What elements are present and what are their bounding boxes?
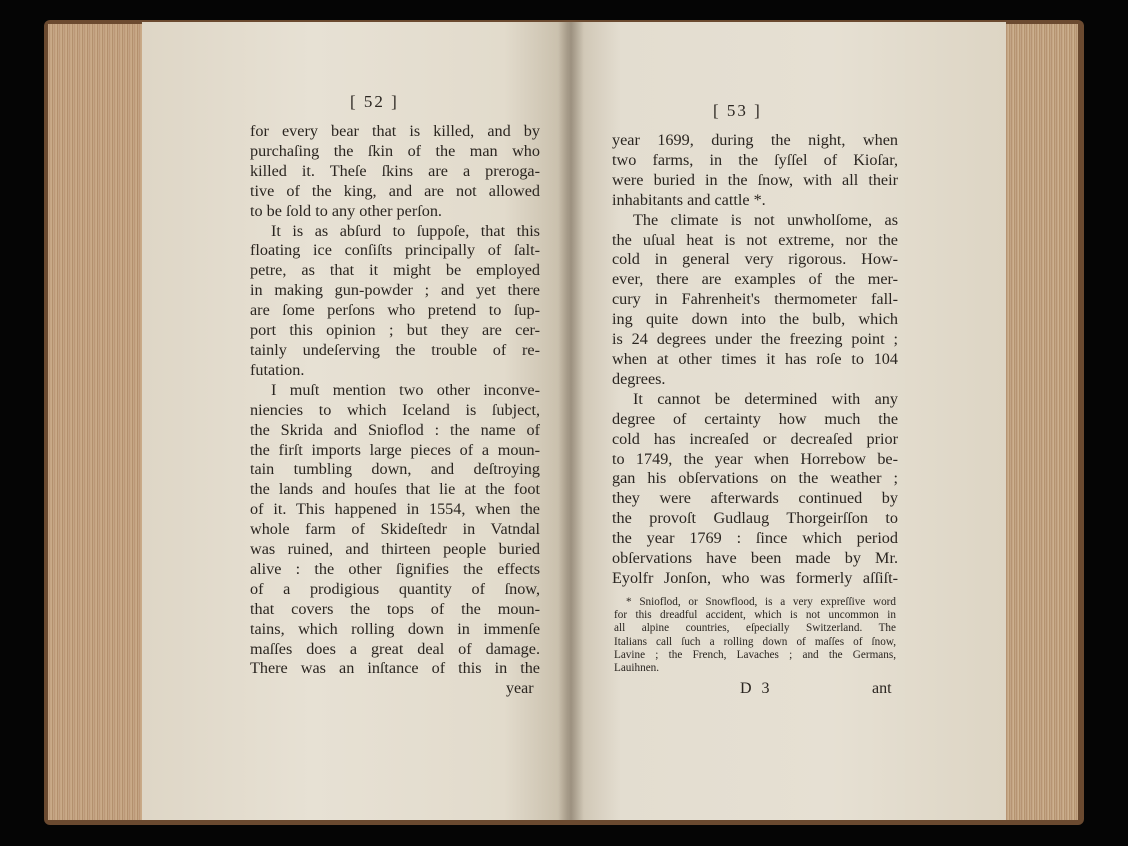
- text-line: tains, which rolling down in immenſe: [250, 619, 540, 638]
- text-line: port this opinion ; but they are cer-: [250, 321, 540, 340]
- text-line: I muſt mention two other inconve-: [271, 380, 540, 399]
- text-line: the firſt imports large pieces of a moun-: [250, 440, 540, 459]
- left-page-edges: [48, 24, 144, 820]
- text-line: Eyolfr Jonſon, who was formerly aſſiſt-: [612, 568, 898, 587]
- text-line: that covers the tops of the moun-: [250, 599, 540, 618]
- text-line: was ruined, and thirteen people buried: [250, 540, 540, 559]
- text-line: the lands and houſes that lie at the foot: [250, 480, 540, 499]
- text-line: they were afterwards continued by: [612, 489, 898, 508]
- text-line: purchaſing the ſkin of the man who: [250, 141, 540, 160]
- text-line: were buried in the ſnow, with all their: [612, 170, 898, 189]
- text-line: when at other times it has roſe to 104: [612, 349, 898, 368]
- text-line: tain tumbling down, and deſtroying: [250, 460, 540, 479]
- text-line: inhabitants and cattle *.: [612, 190, 766, 209]
- text-line: tainly undeſerving the trouble of re-: [250, 340, 540, 359]
- text-line: ever, there are examples of the mer-: [612, 270, 898, 289]
- left-page-number: [ 52 ]: [350, 92, 399, 111]
- text-line: degrees.: [612, 369, 666, 388]
- text-line: It is as abſurd to ſuppoſe, that this: [271, 221, 540, 240]
- left-page-text: [250, 122, 540, 679]
- text-line: It cannot be determined with any: [633, 389, 898, 408]
- text-line: The climate is not unwholſome, as: [633, 210, 898, 229]
- text-line: floating ice conſiſts principally of ſalt-: [250, 241, 540, 260]
- text-line: cold in general very rigorous. How-: [612, 250, 898, 269]
- text-line: to be ſold to any other perſon.: [250, 201, 442, 220]
- text-line: ing quite down into the bulb, which: [612, 310, 898, 329]
- book-gutter: [558, 22, 584, 820]
- text-line: obſervations have been made by Mr.: [612, 549, 898, 568]
- text-line: maſſes does a great deal of damage.: [250, 639, 540, 658]
- signature-mark: D 3: [740, 680, 773, 697]
- text-line: futation.: [250, 360, 305, 379]
- text-line: cury in Fahrenheit's thermometer fall-: [612, 290, 898, 309]
- left-catchword: year: [506, 680, 534, 697]
- text-line: tive of the king, and are not allowed: [250, 181, 540, 200]
- text-line: the Skrida and Snioflod : the name of: [250, 420, 540, 439]
- right-page-edges: [1000, 24, 1078, 820]
- text-line: the uſual heat is not extreme, nor the: [612, 230, 898, 249]
- footnote-line: Lauihnen.: [614, 662, 660, 675]
- text-line: two farms, in the ſyſſel of Kioſar,: [612, 150, 898, 169]
- footnote-line: for this dreadful accident, which is not uncommon in: [614, 609, 896, 622]
- text-line: in making gun-powder ; and yet there: [250, 281, 540, 300]
- text-line: There was an inſtance of this in the: [250, 659, 540, 678]
- text-line: is 24 degrees under the freezing point ;: [612, 330, 898, 349]
- text-line: whole farm of Skideſtedr in Vatndal: [250, 520, 540, 539]
- text-line: for every bear that is killed, and by: [250, 122, 540, 140]
- text-line: the year 1769 : ſince which period: [612, 529, 898, 548]
- text-line: of a prodigious quantity of ſnow,: [250, 579, 540, 598]
- text-line: alive : the other ſignifies the effects: [250, 559, 540, 578]
- text-line: cold has increaſed or decreaſed prior: [612, 429, 898, 448]
- footnote-line: * Snioflod, or Snowflood, is a very expreſſive word: [626, 596, 896, 608]
- text-line: petre, as that it might be employed: [250, 261, 540, 280]
- footnote-line: all alpine countries, eſpecially Switzerland. The: [614, 622, 896, 635]
- text-line: degree of certainty how much the: [612, 409, 898, 428]
- footnote-line: Lavine ; the French, Lavaches ; and the Germans,: [614, 648, 896, 661]
- text-line: are ſome perſons who pretend to ſup-: [250, 301, 540, 320]
- text-line: of it. This happened in 1554, when the: [250, 500, 540, 519]
- right-catchword: ant: [872, 680, 892, 697]
- right-page-number: [ 53 ]: [713, 101, 762, 120]
- right-page-text: [612, 131, 898, 589]
- text-line: killed it. Theſe ſkins are a preroga-: [250, 161, 540, 180]
- text-line: to 1749, the year when Horrebow be-: [612, 449, 898, 468]
- text-line: niencies to which Iceland is ſubject,: [250, 400, 540, 419]
- footnote-line: Italians call ſuch a rolling down of maſſes of ſnow,: [614, 635, 896, 648]
- footnote: [614, 596, 896, 675]
- text-line: gan his obſervations on the weather ;: [612, 469, 898, 488]
- text-line: the provoſt Gudlaug Thorgeirſſon to: [612, 509, 898, 528]
- text-line: year 1699, during the night, when: [612, 131, 898, 149]
